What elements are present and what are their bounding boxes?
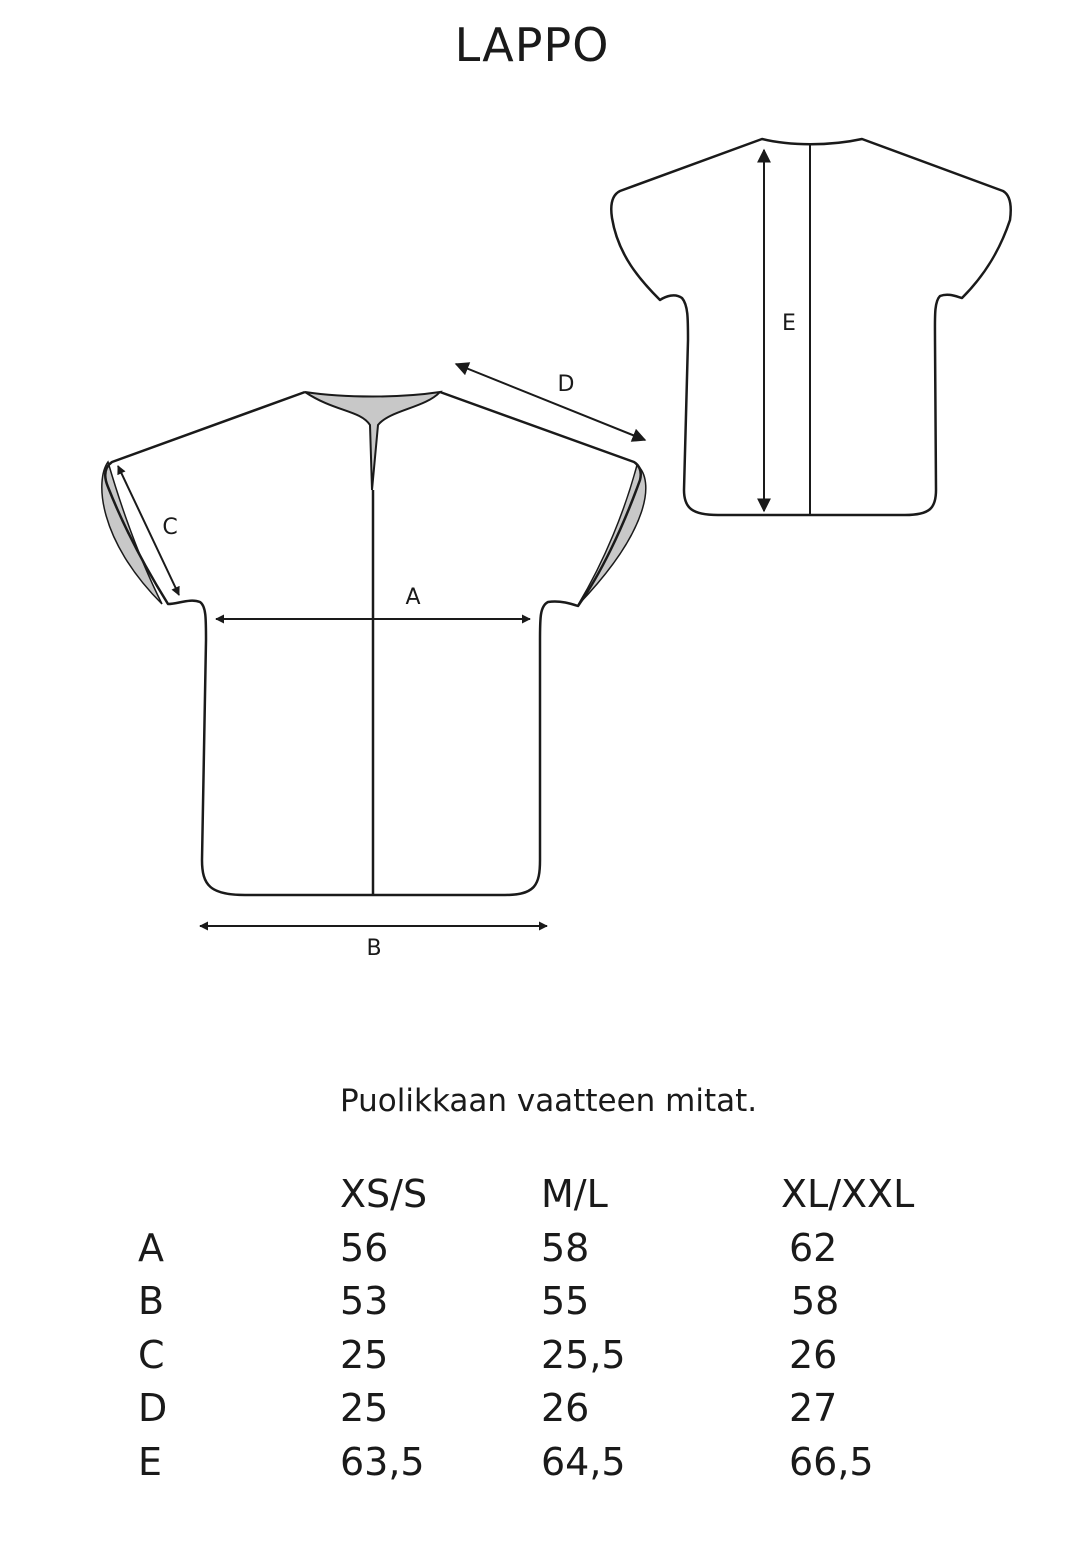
row-label-e: E — [138, 1439, 163, 1484]
size-table-row-labels — [138, 1168, 167, 1489]
value-a-xs-s: 56 — [340, 1225, 389, 1270]
right-sleeve-lining — [578, 465, 646, 605]
value-a-xl-xxl: 62 — [789, 1225, 838, 1270]
value-b-xs-s: 53 — [340, 1279, 389, 1323]
label-e: E — [782, 311, 796, 336]
size-header-xl-xxl: XL/XXL — [781, 1172, 915, 1216]
back-view — [611, 139, 1010, 515]
value-d-xl-xxl: 27 — [789, 1386, 838, 1430]
value-c-m-l: 25,5 — [541, 1332, 626, 1377]
row-label-c: C — [138, 1332, 165, 1377]
page-title: LAPPO — [454, 18, 610, 72]
back-body-outline — [611, 139, 1010, 515]
label-a: A — [405, 585, 421, 610]
value-e-xl-xxl: 66,5 — [789, 1439, 874, 1484]
neckline-facing — [305, 392, 440, 490]
measurement-note: Puolikkaan vaatteen mitat. — [340, 1083, 758, 1119]
front-view — [102, 364, 646, 961]
label-b: B — [366, 936, 382, 961]
size-column-m-l — [541, 1168, 626, 1489]
row-label-b: B — [138, 1279, 165, 1323]
size-header-xs-s: XS/S — [340, 1172, 428, 1216]
size-header-m-l: M/L — [541, 1172, 608, 1216]
value-d-m-l: 26 — [541, 1386, 590, 1430]
value-b-m-l: 55 — [541, 1279, 590, 1323]
value-a-m-l: 58 — [541, 1225, 590, 1270]
left-sleeve-lining — [102, 462, 162, 604]
size-column-xs-s — [340, 1168, 427, 1489]
label-c: C — [162, 515, 178, 540]
value-d-xs-s: 25 — [340, 1386, 389, 1430]
value-c-xl-xxl: 26 — [789, 1332, 838, 1377]
value-e-m-l: 64,5 — [541, 1439, 626, 1484]
label-d: D — [557, 372, 575, 397]
size-column-xl-xxl — [781, 1168, 914, 1489]
value-c-xs-s: 25 — [340, 1332, 389, 1377]
row-label-d: D — [138, 1386, 168, 1430]
measure-d-arrow — [456, 364, 645, 440]
value-e-xs-s: 63,5 — [340, 1439, 425, 1484]
value-b-xl-xxl: 58 — [791, 1279, 840, 1323]
row-label-a: A — [138, 1225, 164, 1270]
